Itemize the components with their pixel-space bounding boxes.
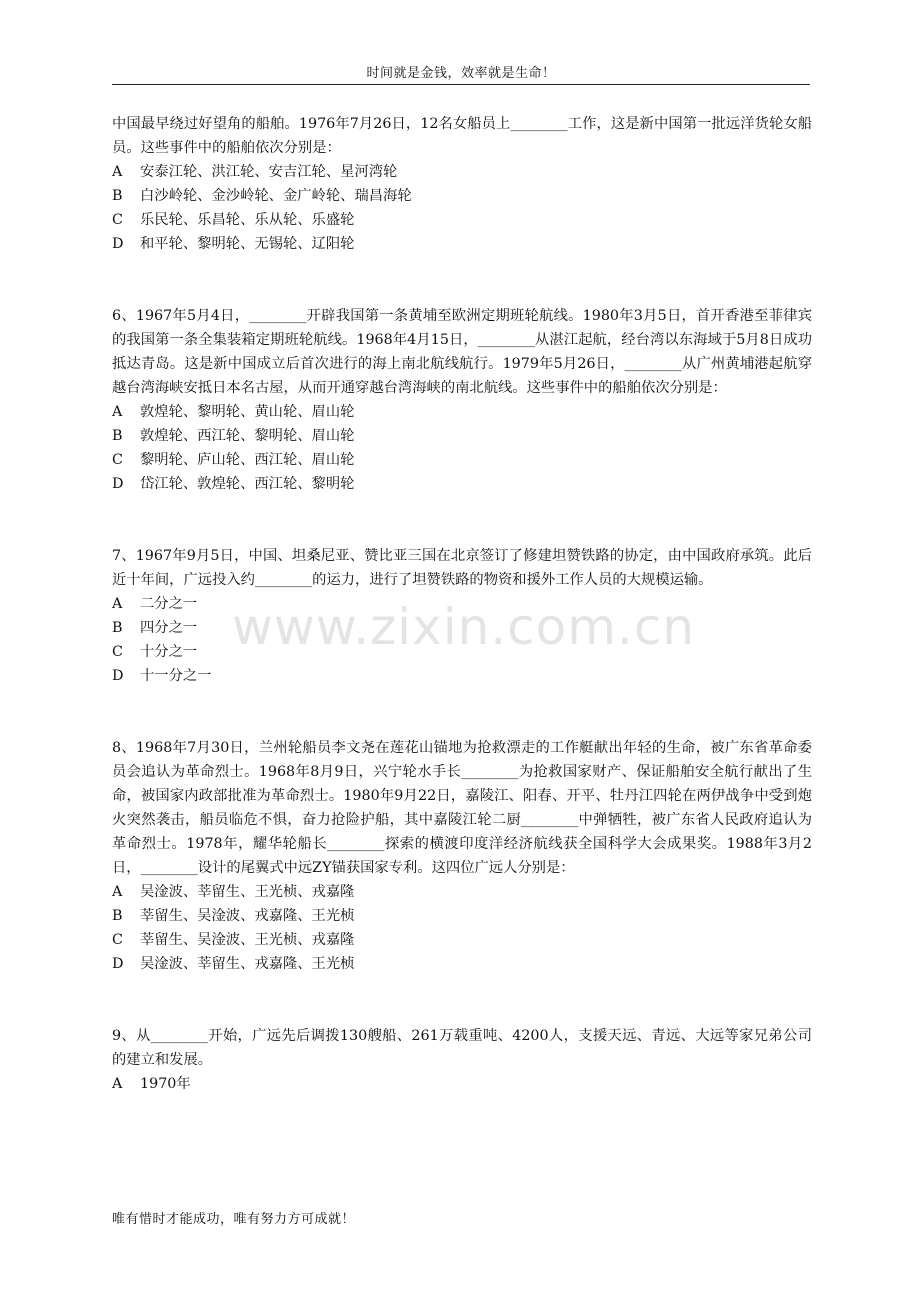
option-d [112, 952, 812, 976]
question-text: 中国最早绕过好望角的船舶。1976年7月26日，12名女船员上________工作，这是新中国第一批远洋货轮女船员。这些事件中的船舶依次分别是： [112, 116, 812, 156]
question-7 [112, 544, 812, 688]
option-letter: D [112, 236, 124, 252]
option-text: 敦煌轮、黎明轮、黄山轮、眉山轮 [140, 404, 355, 420]
option-text: 十分之一 [140, 644, 198, 660]
option-text: 吴淦波、莘留生、王光桢、戎嘉隆 [140, 884, 355, 900]
option-letter: A [112, 596, 123, 612]
option-c [112, 928, 812, 952]
option-text: 莘留生、吴淦波、王光桢、戎嘉隆 [140, 932, 355, 948]
option-text: 黎明轮、庐山轮、西江轮、眉山轮 [140, 452, 355, 468]
question-text: 7、1967年9月5日，中国、坦桑尼亚、赞比亚三国在北京签订了修建坦赞铁路的协定，由中国政府承筑。此后近十年间，广远投入约________的运力，进行了坦赞铁路的物资和援外工作人员的大规模运输。 [112, 548, 812, 588]
option-letter: A [112, 404, 123, 420]
option-letter: B [112, 908, 123, 924]
option-text: 安泰江轮、洪江轮、安吉江轮、星河湾轮 [140, 164, 398, 180]
option-b [112, 904, 812, 928]
option-text: 岱江轮、敦煌轮、西江轮、黎明轮 [140, 476, 355, 492]
option-text: 1970年 [140, 1076, 191, 1092]
option-a [112, 1072, 812, 1096]
question-text: 6、1967年5月4日，________开辟我国第一条黄埔至欧洲定期班轮航线。1980年3月5日，首开香港至菲律宾的我国第一条全集装箱定期班轮航线。1968年4月15日，________从湛江起航，经台湾以东海域于5月8日成功抵达青岛。这是新中国成立后首次进行的海上南北航线航行。1979年5月26日，________从广州黄埔港起航穿越台湾海峡安抵日本名古屋，从而开通穿越台湾海峡的南北航线。这些事件中的船舶依次分别是： [112, 308, 812, 396]
option-letter: D [112, 476, 124, 492]
option-a [112, 400, 812, 424]
option-letter: B [112, 620, 123, 636]
option-letter: D [112, 668, 124, 684]
option-text: 乐民轮、乐昌轮、乐从轮、乐盛轮 [140, 212, 355, 228]
option-letter: C [112, 644, 123, 660]
option-text: 十一分之一 [140, 668, 212, 684]
option-text: 和平轮、黎明轮、无锡轮、辽阳轮 [140, 236, 355, 252]
option-b [112, 616, 812, 640]
option-letter: C [112, 932, 123, 948]
option-a [112, 880, 812, 904]
option-c [112, 208, 812, 232]
question-text: 9、从________开始，广远先后调拨130艘船、261万载重吨、4200人，支援天远、青远、大远等家兄弟公司的建立和发展。 [112, 1028, 812, 1068]
option-d [112, 232, 812, 256]
option-text: 莘留生、吴淦波、戎嘉隆、王光桢 [140, 908, 355, 924]
option-c [112, 448, 812, 472]
option-a [112, 592, 812, 616]
option-d [112, 472, 812, 496]
option-letter: A [112, 164, 123, 180]
option-text: 二分之一 [140, 596, 198, 612]
document-body [112, 112, 812, 1096]
question-text: 8、1968年7月30日，兰州轮船员李文尧在莲花山锚地为抢救漂走的工作艇献出年轻的生命，被广东省革命委员会追认为革命烈士。1968年8月9日，兴宁轮水手长________为抢救国家财产、保证船舶安全航行献出了生命，被国家内政部批准为革命烈士。1980年9月22日，嘉陵江、阳春、开平、牡丹江四轮在两伊战争中受到炮火突然袭击，船员临危不惧，奋力抢险护船，其中嘉陵江轮二厨________中弹牺牲，被广东省人民政府追认为革命烈士。1978年，耀华轮船长________探索的横渡印度洋经济航线获全国科学大会成果奖。1988年3月2日，________设计的尾翼式中远ZY锚获国家专利。这四位广远人分别是： [112, 740, 812, 876]
option-text: 白沙岭轮、金沙岭轮、金广岭轮、瑞昌海轮 [140, 188, 412, 204]
option-c [112, 640, 812, 664]
option-letter: A [112, 1076, 123, 1092]
option-letter: C [112, 212, 123, 228]
question-prev-continued [112, 112, 812, 256]
option-letter: C [112, 452, 123, 468]
option-text: 四分之一 [140, 620, 198, 636]
page-header: 时间就是金钱，效率就是生命！ [366, 66, 556, 81]
option-text: 敦煌轮、西江轮、黎明轮、眉山轮 [140, 428, 355, 444]
question-9 [112, 1024, 812, 1096]
option-letter: B [112, 188, 123, 204]
watermark: www.zixin.com.cn [232, 598, 696, 656]
option-b [112, 184, 812, 208]
option-text: 吴淦波、莘留生、戎嘉隆、王光桢 [140, 956, 355, 972]
question-8 [112, 736, 812, 976]
option-a [112, 160, 812, 184]
option-b [112, 424, 812, 448]
header-divider [112, 84, 810, 85]
question-6 [112, 304, 812, 496]
option-letter: A [112, 884, 123, 900]
option-d [112, 664, 812, 688]
option-letter: B [112, 428, 123, 444]
page-footer: 唯有惜时才能成功，唯有努力方可成就！ [112, 1212, 356, 1227]
option-letter: D [112, 956, 124, 972]
